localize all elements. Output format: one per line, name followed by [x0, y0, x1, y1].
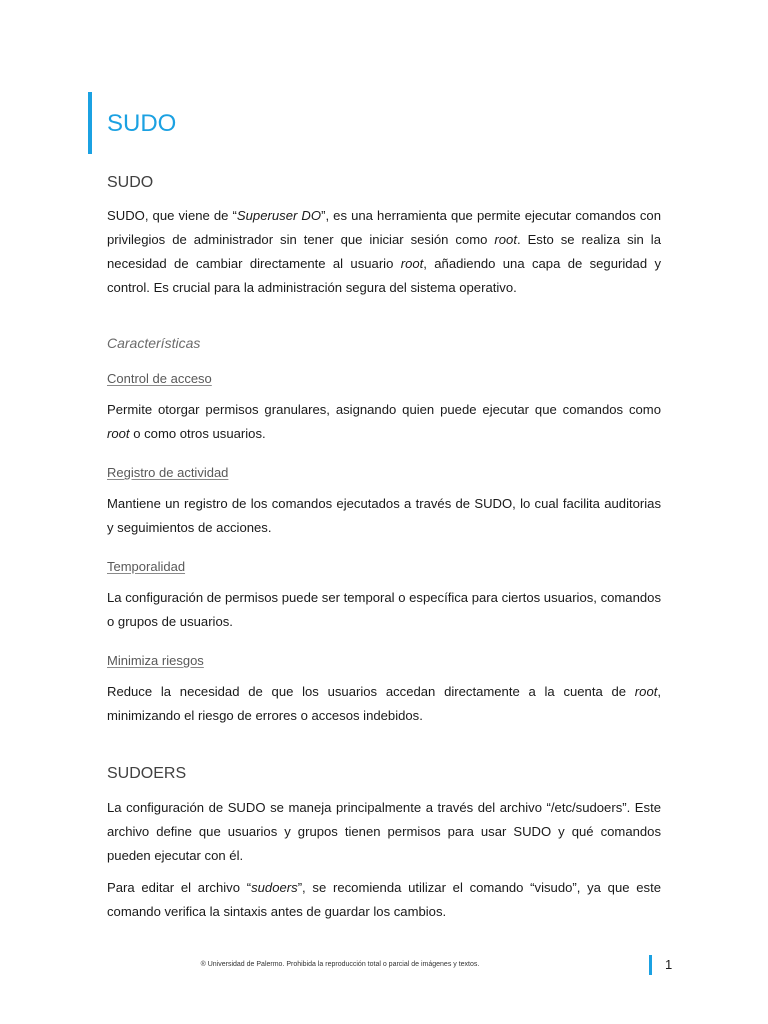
features-heading: Características [107, 335, 201, 351]
intro-italic-root-2: root [400, 256, 424, 271]
sudoers-italic-file: sudoers [251, 880, 298, 895]
intro-italic-superuser: Superuser DO [236, 208, 322, 223]
footer-accent-bar [649, 955, 652, 975]
document-title: SUDO [107, 110, 177, 137]
footer-copyright: ® Universidad de Palermo. Prohibida la reproducción total o parcial de imágenes y textos. [200, 961, 480, 968]
intro-text-4: , añadiendo una capa de seguridad y control. Es crucial para la administración segura del sistema operativo. [107, 256, 661, 295]
title-accent-bar [88, 92, 92, 154]
feature-italic-root: root [634, 684, 658, 699]
intro-italic-root-1: root [494, 232, 517, 247]
intro-text-2: ”, es una herramienta que permite ejecutar comandos con privilegios de administrador sin tener que iniciar sesión como [107, 208, 661, 247]
feature-title-registro-actividad: Registro de actividad [107, 465, 229, 480]
feature-text-minimiza-riesgos [107, 680, 661, 728]
feature-text-part: , minimizando el riesgo de errores o accesos indebidos. [107, 684, 661, 723]
sudoers-text-2: ”, se recomienda utilizar el comando “visudo”, ya que este comando verifica la sintaxis antes de guardar los cambios. [107, 880, 661, 919]
page-number: 1 [665, 957, 673, 972]
sudoers-text-1: Para editar el archivo “ [107, 880, 252, 895]
feature-text-registro-actividad: Mantiene un registro de los comandos ejecutados a través de SUDO, lo cual facilita auditorias y seguimientos de acciones. [107, 496, 661, 535]
feature-text-part: Reduce la necesidad de que los usuarios accedan directamente a la cuenta de [107, 684, 635, 699]
intro-text-1: SUDO, que viene de “ [107, 208, 237, 223]
feature-text-part: Permite otorgar permisos granulares, asignando quien puede ejecutar que comandos como [107, 402, 661, 417]
feature-text-part: o como otros usuarios. [129, 426, 266, 441]
feature-title-control-acceso: Control de acceso [107, 371, 212, 386]
feature-italic-root: root [107, 426, 130, 441]
paragraph-sudoers-1: La configuración de SUDO se maneja principalmente a través del archivo “/etc/sudoers”. Este archivo define que usuarios y grupos tienen permisos para usar SUDO y qué comandos pueden ejecutar con él. [107, 800, 661, 863]
intro-text-3: . Esto se realiza sin la necesidad de cambiar directamente al usuario [107, 232, 662, 271]
feature-text-control-acceso [107, 398, 661, 446]
section-heading-sudoers: SUDOERS [107, 765, 187, 782]
section-heading-sudo: SUDO [107, 174, 154, 191]
feature-title-minimiza-riesgos: Minimiza riesgos [107, 653, 204, 668]
feature-text-temporalidad: La configuración de permisos puede ser temporal o específica para ciertos usuarios, comandos o grupos de usuarios. [107, 590, 661, 629]
paragraph-sudo-intro [107, 204, 661, 300]
paragraph-sudoers-2 [107, 876, 661, 924]
feature-title-temporalidad: Temporalidad [107, 559, 186, 574]
